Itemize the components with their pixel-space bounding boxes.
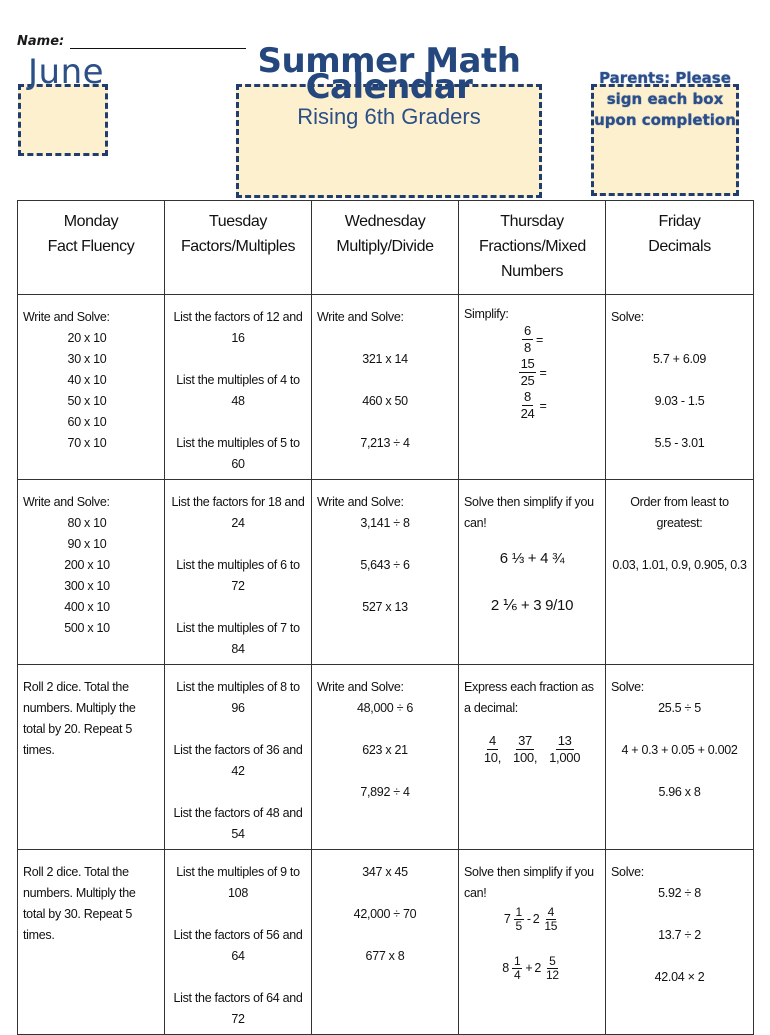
problem: 13.7 ÷ 2 (658, 928, 701, 942)
problem: 5,643 ÷ 6 (360, 558, 410, 572)
cell-prompt: Solve: (611, 865, 644, 879)
cell-week1-wednesday (312, 295, 459, 480)
numerator: 37 (518, 733, 532, 748)
problem: 460 x 50 (362, 394, 408, 408)
fraction-list (464, 733, 600, 766)
mixed-number-expression (464, 955, 600, 982)
whole-number: 7 (503, 912, 511, 926)
day-label: Tuesday (209, 213, 267, 230)
cell-prompt: Write and Solve: (23, 495, 110, 509)
cell-prompt: Solve: (611, 680, 644, 694)
cell-prompt: Express each fraction as a decimal: (464, 680, 594, 715)
problem: 50 x 10 (67, 394, 107, 408)
whole-number: 2 (534, 961, 541, 975)
problem: List the factors of 12 and 16 (173, 310, 303, 345)
denominator: 8 (524, 340, 531, 355)
cell-week3-tuesday (165, 665, 312, 850)
problem: 60 x 10 (67, 415, 107, 429)
problem: 4 + 0.3 + 0.05 + 0.002 (621, 743, 738, 757)
numerator: 13 (557, 733, 572, 748)
numerator: 15 (520, 356, 535, 371)
cell-prompt: Solve then simplify if you can! (464, 495, 594, 530)
problem: 5.92 ÷ 8 (658, 886, 701, 900)
problem: 527 x 13 (362, 600, 408, 614)
numerator: 5 (549, 954, 556, 968)
problem: 5.5 - 3.01 (654, 436, 705, 450)
week-row-1 (18, 295, 754, 480)
day-label: Monday (63, 213, 119, 230)
problem: 623 x 21 (362, 743, 408, 757)
numerator: 1 (515, 905, 522, 919)
problem: List the multiples of 9 to 108 (176, 865, 300, 900)
problem: 30 x 10 (67, 352, 107, 366)
problem: 300 x 10 (64, 579, 110, 593)
problem: 3,141 ÷ 8 (360, 516, 410, 530)
problem: List the multiples of 6 to 72 (176, 558, 300, 593)
problem: 677 x 8 (365, 949, 405, 963)
numerator: 8 (524, 389, 531, 404)
page-title: Summer Math Calendar (257, 41, 521, 107)
column-header-thursday (459, 201, 606, 295)
equals-sign: = (539, 398, 547, 413)
denominator: 1,000 (549, 750, 581, 765)
problem: 25.5 ÷ 5 (658, 701, 701, 715)
cell-prompt: Solve: (611, 310, 644, 324)
denominator: 15 (544, 919, 558, 933)
week-row-2 (18, 480, 754, 665)
column-header-tuesday (165, 201, 312, 295)
problem: 5.96 x 8 (658, 785, 701, 799)
problem: 2 ⅙ + 3 9/10 (490, 597, 574, 614)
denominator: 100, (513, 750, 538, 765)
topic-label: Factors/Multiples (180, 238, 296, 255)
week-row-4 (18, 850, 754, 1035)
cell-week3-thursday (459, 665, 606, 850)
problem: List the multiples of 7 to 84 (176, 621, 300, 656)
problem: 5.7 + 6.09 (653, 352, 706, 366)
column-header-monday (18, 201, 165, 295)
denominator: 12 (545, 968, 559, 982)
problem: 321 x 14 (362, 352, 408, 366)
problem: List the multiples of 8 to 96 (176, 680, 300, 715)
cell-week1-monday (18, 295, 165, 480)
parents-note: Parents: Please sign each box upon completion (594, 69, 736, 129)
cell-prompt: Write and Solve: (317, 495, 404, 509)
column-header-friday (606, 201, 754, 295)
denominator: 25 (520, 373, 535, 388)
operator: - (526, 912, 531, 926)
cell-week2-monday (18, 480, 165, 665)
cell-week3-monday (18, 665, 165, 850)
operator: + (525, 961, 533, 975)
equals-sign: = (539, 365, 547, 380)
problem: 80 x 10 (67, 516, 107, 530)
fraction-problem (464, 389, 600, 422)
cell-week2-thursday (459, 480, 606, 665)
problem: List the factors for 18 and 24 (171, 495, 305, 530)
numerator: 4 (488, 733, 496, 748)
cell-week2-wednesday (312, 480, 459, 665)
numerator: 1 (513, 954, 521, 968)
problem: Roll 2 dice. Total the numbers. Multiply the total by 20. Repeat 5 times. (23, 680, 136, 757)
problem: 48,000 ÷ 6 (357, 701, 413, 715)
numerator: 6 (524, 323, 531, 338)
month-label: June (28, 52, 105, 92)
cell-prompt: Write and Solve: (23, 310, 110, 324)
day-label: Wednesday (344, 213, 426, 230)
day-label: Thursday (500, 213, 564, 230)
cell-week2-friday (606, 480, 754, 665)
cell-prompt: Order from least to greatest: (630, 495, 729, 530)
cell-week1-friday (606, 295, 754, 480)
topic-label: Fact Fluency (47, 238, 135, 255)
problem: List the factors of 56 and 64 (173, 928, 303, 963)
problem: List the factors of 48 and 54 (173, 806, 303, 841)
month-box (18, 84, 108, 156)
problem: 500 x 10 (64, 621, 110, 635)
denominator: 24 (520, 406, 535, 421)
problem: List the factors of 64 and 72 (173, 991, 303, 1026)
cell-prompt: Simplify: (464, 307, 509, 321)
problem: 70 x 10 (67, 436, 107, 450)
column-header-wednesday (312, 201, 459, 295)
cell-week2-tuesday (165, 480, 312, 665)
problem: 20 x 10 (67, 331, 107, 345)
problem: 42.04 × 2 (654, 970, 705, 984)
problem: 9.03 - 1.5 (654, 394, 705, 408)
problem: 400 x 10 (64, 600, 110, 614)
topic-label: Decimals (648, 238, 711, 255)
denominator: 10, (483, 750, 502, 765)
problem: Roll 2 dice. Total the numbers. Multiply the total by 30. Repeat 5 times. (23, 865, 136, 942)
problem: 42,000 ÷ 70 (353, 907, 417, 921)
topic-label: Fractions/Mixed Numbers (479, 238, 586, 280)
name-field (17, 34, 246, 49)
problem: List the factors of 36 and 42 (173, 743, 303, 778)
problem: 0.03, 1.01, 0.9, 0.905, 0.3 (612, 558, 747, 572)
problem: List the multiples of 4 to 48 (176, 373, 300, 408)
whole-number: 8 (502, 961, 509, 975)
problem: 347 x 45 (362, 865, 408, 879)
denominator: 5 (515, 919, 522, 933)
page-subtitle: Rising 6th Graders (297, 104, 481, 129)
topic-label: Multiply/Divide (336, 238, 434, 255)
denominator: 4 (513, 968, 521, 982)
cell-prompt: Solve then simplify if you can! (464, 865, 594, 900)
header-row (18, 201, 754, 295)
calendar-table (17, 200, 754, 1035)
cell-week4-monday (18, 850, 165, 1035)
problem: 200 x 10 (64, 558, 110, 572)
mixed-number-expression (464, 906, 600, 933)
name-underline (70, 36, 246, 49)
problem: 90 x 10 (67, 537, 107, 551)
cell-week4-wednesday (312, 850, 459, 1035)
week-row-3 (18, 665, 754, 850)
equals-sign: = (535, 332, 543, 347)
problem: 40 x 10 (67, 373, 107, 387)
cell-week1-tuesday (165, 295, 312, 480)
cell-prompt: Write and Solve: (317, 680, 404, 694)
cell-prompt: Write and Solve: (317, 310, 404, 324)
problem: 7,892 ÷ 4 (360, 785, 410, 799)
fraction-problem (464, 356, 600, 389)
cell-week4-thursday (459, 850, 606, 1035)
problem: 6 ⅓ + 4 ¾ (499, 550, 565, 567)
day-label: Friday (658, 213, 701, 230)
name-label: Name: (17, 34, 65, 49)
problem: List the multiples of 5 to 60 (176, 436, 300, 471)
cell-week1-thursday (459, 295, 606, 480)
whole-number: 2 (532, 912, 540, 926)
cell-week3-friday (606, 665, 754, 850)
problem: 7,213 ÷ 4 (360, 436, 410, 450)
cell-week3-wednesday (312, 665, 459, 850)
cell-week4-friday (606, 850, 754, 1035)
fraction-problem (464, 323, 600, 356)
cell-week4-tuesday (165, 850, 312, 1035)
numerator: 4 (547, 905, 554, 919)
